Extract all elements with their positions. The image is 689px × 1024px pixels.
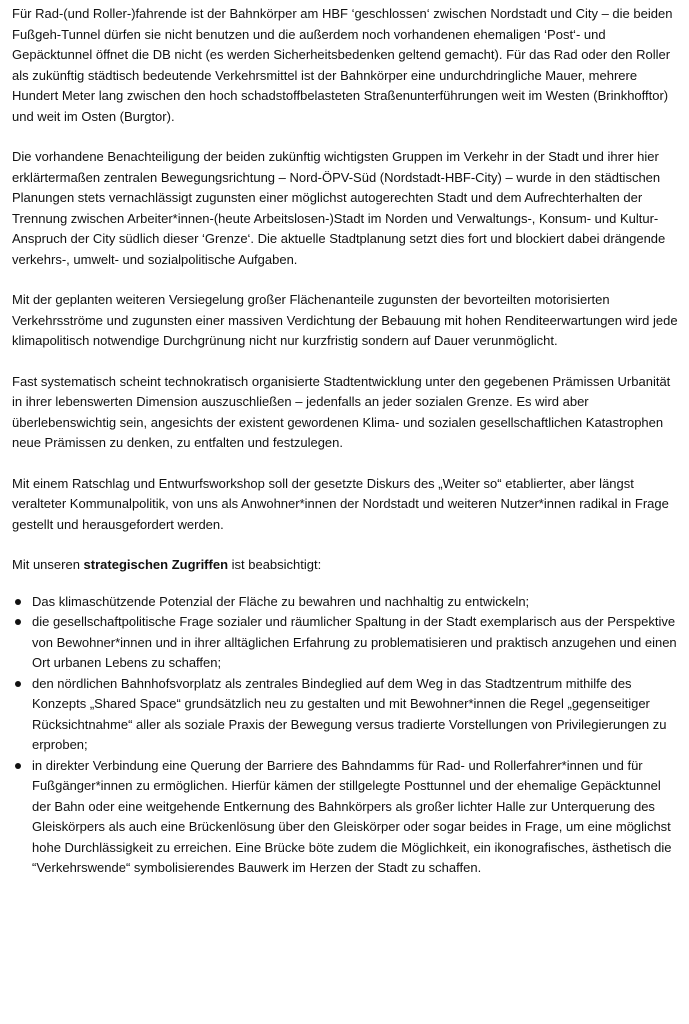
intro-bold-term: strategischen Zugriffen	[83, 557, 229, 572]
bullet-item-potenzial: Das klimaschützende Potenzial der Fläche zu bewahren und nachhaltig zu entwickeln;	[12, 592, 682, 613]
goals-bullet-list	[12, 592, 682, 879]
document-page	[12, 4, 682, 879]
bullet-item-spaltung: die gesellschaftpolitische Frage sozialer und räumlicher Spaltung in der Stadt exemplarisch aus der Perspektive von Bewohner*innen und in ihrer alltäglichen Erfahrung zu problematisieren und praktisch anzugehen und einen Ort urbanen Lebens zu schaffen;	[12, 612, 682, 674]
paragraph-ratschlag: Mit einem Ratschlag und Entwurfsworkshop soll der gesetzte Diskurs des „Weiter so“ etablierter, aber längst veralteter Kommunalpolitik, von uns als Anwohner*innen der Nordstadt und weiteren Nutzer*innen radikal in Frage gestellt und herausgefordert werden.	[12, 475, 669, 532]
bullet-item-vorplatz: den nördlichen Bahnhofsvorplatz als zentrales Bindeglied auf dem Weg in das Stadtzentrum mithilfe des Konzepts „Shared Space“ grundsätzlich neu zu gestalten und mit Bewohner*innen die Regel „gegenseitiger Rücksichtnahme“ aller als soziale Praxis der Bewegung versus tradierte Vorstellungen von Privilegierungen zu erproben;	[12, 674, 682, 756]
intro-after: ist beabsichtigt:	[228, 557, 322, 572]
intro-before: Mit unseren	[12, 557, 84, 572]
paragraph-stadtentwicklung: Fast systematisch scheint technokratisch organisierte Stadtentwicklung unter den gegebenen Prämissen Urbanität in ihrer lebenswerten Dimension auszuschließen – jedenfalls an jeder sozialen Grenze. Es wird aber überlebenswichtig sein, angesichts der existent gewordenen Klima- und sozialen gesellschaftlichen Katastrophen neue Prämissen zu denken, zu entfalten und festzulegen.	[12, 373, 671, 450]
paragraph-rad-roller: Für Rad-(und Roller-)fahrende ist der Bahnkörper am HBF ‘geschlossen‘ zwischen Nordstadt und City – die beiden Fußgeh-Tunnel dürfen sie nicht benutzen und die außerdem noch vorhandenen ehemaligen ‘Post‘- und Gepäcktunnel öffnet die DB nicht (es werden Sicherheitsbedenken geltend gemacht). Für das Rad oder den Roller als zukünftig städtisch bedeutende Verkehrsmittel ist der Bahnkörper eine undurchdringliche Mauer, mehrere Hundert Meter lang zwischen den hoch schadstoffbelasteten Straßenunterführungen weit im Westen (Brinkhofftor) und weit im Osten (Burgtor).	[12, 6, 673, 124]
paragraph-versiegelung: Mit der geplanten weiteren Versiegelung großer Flächenanteile zugunsten der bevorteilten motorisierten Verkehrsströme und zugunsten einer massiven Verdichtung der Bebauung mit hohen Renditeerwartungen wird jede klimapolitisch notwendige Durchgrünung nicht nur kurzfristig sondern auf Dauer verunmöglicht.	[12, 292, 678, 348]
intro-sentence	[12, 555, 682, 576]
bullet-item-querung: in direkter Verbindung eine Querung der Barriere des Bahndamms für Rad- und Rollerfahrer*innen und für Fußgänger*innen zu ermöglichen. Hierfür kämen der stillgelegte Posttunnel und der ehemalige Gepäcktunnel der Bahn oder eine weitgehende Entkernung des Bahnkörpers als großer lichter Halle zur Unterquerung des Gleiskörpers als auch eine Brückenlösung über den Gleiskörper oder sogar beides in Frage, um eine möglichst hohe Durchlässigkeit zu erreichen. Eine Brücke böte zudem die Möglichkeit, ein ikonografisches, ästhetisch die “Verkehrswende“ symbolisierendes Bauwerk im Herzen der Stadt zu schaffen.	[12, 756, 682, 879]
paragraph-benachteiligung: Die vorhandene Benachteiligung der beiden zukünftig wichtigsten Gruppen im Verkehr in der Stadt und ihrer hier erklärtermaßen zentralen Bewegungsrichtung – Nord-ÖPV-Süd (Nordstadt-HBF-City) – wurde in den städtischen Planungen stets vernachlässigt zugunsten einer möglichst autogerechten Stadt und dem Aufrechterhalten der Trennung zwischen Arbeiter*innen-(heute Arbeitslosen-)Stadt im Norden und Verwaltungs-, Konsum- und Kultur-Anspruch der City südlich dieser ‘Grenze‘. Die aktuelle Stadtplanung setzt dies fort und blockiert dabei drängende verkehrs-, umwelt- und sozialpolitische Aufgaben.	[12, 149, 666, 267]
